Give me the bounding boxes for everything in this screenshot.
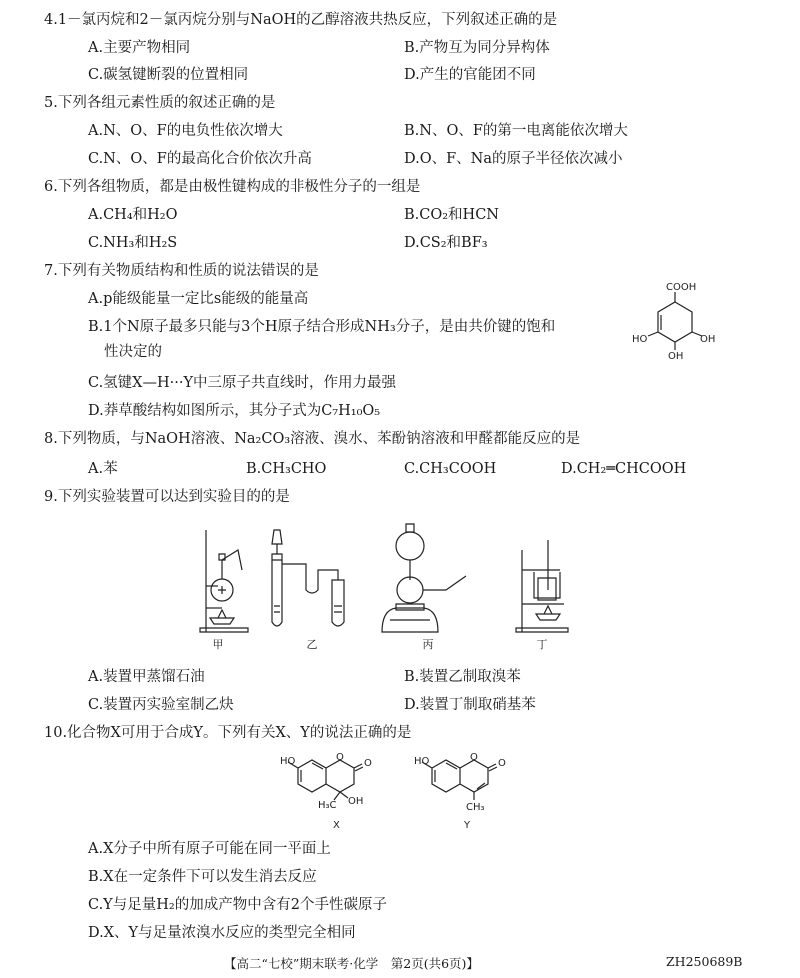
apparatus-jia-diagram [198, 520, 258, 635]
page-footer: 【高二“七校”期末联考·化学 第2页(共6页)】 [224, 956, 479, 971]
q10-option-b: B.X在一定条件下可以发生消去反应 [88, 869, 317, 885]
compound-x-ho-label: HO [280, 756, 296, 767]
compound-y-name-label: Y [464, 820, 471, 831]
compound-y-structure [412, 752, 522, 832]
q9-option-c: C.装置丙实验室制乙炔 [88, 697, 234, 713]
q10-option-a: A.X分子中所有原子可能在同一平面上 [88, 841, 331, 857]
compound-y-ho-label: HO [414, 756, 430, 767]
q7-option-d: D.莽草酸结构如图所示，其分子式为C₇H₁₀O₅ [88, 403, 381, 419]
q4-stem: 4.1－氯丙烷和2－氯丙烷分别与NaOH的乙醇溶液共热反应，下列叙述正确的是 [44, 12, 558, 28]
q6-option-d: D.CS₂和BF₃ [404, 235, 488, 251]
q5-option-d: D.O、F、Na的原子半径依次减小 [404, 151, 623, 167]
q7-option-b-line1: B.1个N原子最多只能与3个H原子结合形成NH₃分子，是由共价键的饱和 [88, 319, 556, 335]
compound-x-name-label: X [333, 820, 340, 831]
q8-option-d: D.CH₂═CHCOOH [561, 461, 687, 477]
q8-option-a: A.苯 [88, 461, 118, 477]
apparatus-yi-diagram [262, 520, 362, 635]
shikimic-ring [648, 292, 702, 350]
apparatus-bing-diagram [376, 520, 476, 635]
q5-option-c: C.N、O、F的最高化合价依次升高 [88, 151, 312, 167]
compound-x-ch3-label: H₃C [318, 800, 337, 811]
q10-option-d: D.X、Y与足量浓溴水反应的类型完全相同 [88, 925, 356, 941]
shikimic-ho-left-label: HO [632, 334, 648, 345]
q5-option-b: B.N、O、F的第一电离能依次增大 [404, 123, 628, 139]
q5-stem: 5.下列各组元素性质的叙述正确的是 [44, 95, 276, 111]
q6-option-b: B.CO₂和HCN [404, 207, 499, 223]
q6-option-a: A.CH₄和H₂O [88, 207, 178, 223]
apparatus-yi-label: 乙 [306, 638, 318, 651]
compound-x-oh-label: OH [348, 796, 364, 807]
q9-option-d: D.装置丁制取硝基苯 [404, 697, 536, 713]
shikimic-oh-right-label: OH [700, 334, 716, 345]
paper-code: ZH250689B [666, 954, 743, 969]
q8-stem: 8.下列物质，与NaOH溶液、Na₂CO₃溶液、溴水、苯酚钠溶液和甲醛都能反应的是 [44, 431, 581, 447]
q10-option-c: C.Y与足量H₂的加成产物中含有2个手性碳原子 [88, 897, 387, 913]
apparatus-jia-label: 甲 [212, 638, 224, 651]
q8-option-b: B.CH₃CHO [246, 461, 327, 477]
apparatus-ding-diagram [512, 520, 582, 635]
compound-y-carbonyl-o-label: O [498, 758, 506, 769]
q4-option-d: D.产生的官能团不同 [404, 67, 536, 83]
apparatus-ding-label: 丁 [536, 638, 548, 651]
q6-stem: 6.下列各组物质，都是由极性键构成的非极性分子的一组是 [44, 179, 421, 195]
apparatus-bing-label: 丙 [422, 638, 434, 651]
compound-x-structure [278, 752, 388, 832]
compound-y-ch3-label: CH₃ [466, 802, 485, 813]
shikimic-acid-structure [630, 280, 720, 360]
q7-option-b-line2: 性决定的 [104, 344, 162, 360]
q6-option-c: C.NH₃和H₂S [88, 235, 178, 251]
compound-y-ring-o-label: O [470, 752, 478, 763]
q5-option-a: A.N、O、F的电负性依次增大 [88, 123, 283, 139]
q9-option-a: A.装置甲蒸馏石油 [88, 669, 205, 685]
shikimic-cooh-label: COOH [666, 282, 697, 293]
q7-option-a: A.p能级能量一定比s能级的能量高 [88, 291, 309, 307]
compound-x-ring-o-label: O [336, 752, 344, 763]
q9-option-b: B.装置乙制取溴苯 [404, 669, 521, 685]
compound-x-carbonyl-o-label: O [364, 758, 372, 769]
q10-stem: 10.化合物X可用于合成Y。下列有关X、Y的说法正确的是 [44, 725, 412, 741]
shikimic-oh-bottom-label: OH [668, 351, 684, 362]
q4-option-a: A.主要产物相同 [88, 40, 191, 56]
q7-stem: 7.下列有关物质结构和性质的说法错误的是 [44, 263, 319, 279]
q9-stem: 9.下列实验装置可以达到实验目的的是 [44, 489, 290, 505]
q7-option-c: C.氢键X—H···Y中三原子共直线时，作用力最强 [88, 375, 397, 391]
q4-option-b: B.产物互为同分异构体 [404, 40, 550, 56]
q8-option-c: C.CH₃COOH [404, 461, 497, 477]
q4-option-c: C.碳氢键断裂的位置相同 [88, 67, 249, 83]
